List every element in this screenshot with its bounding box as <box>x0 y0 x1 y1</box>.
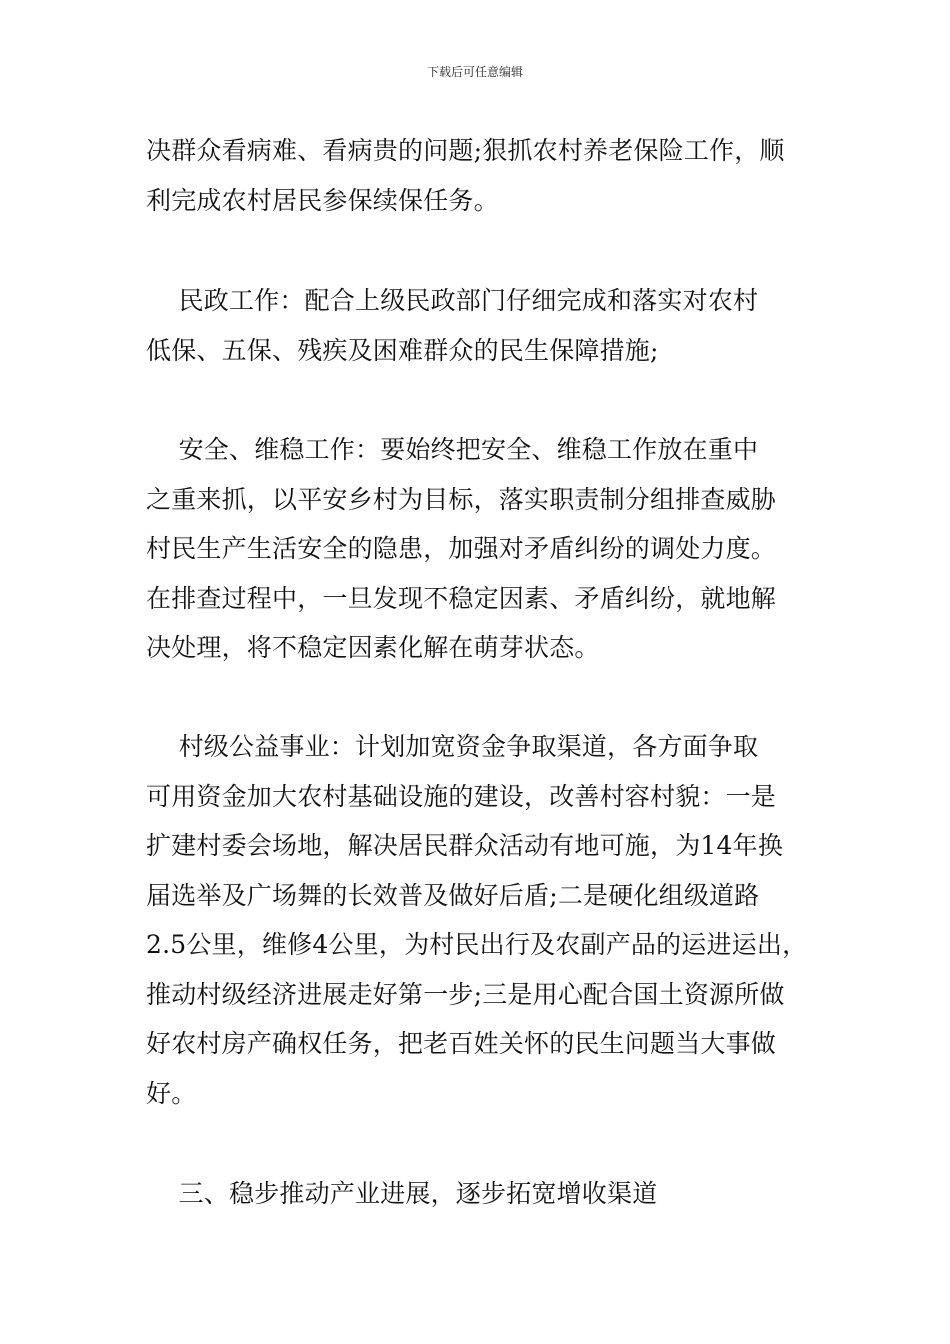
paragraph-line: 可用资金加大农村基础设施的建设，改善村容村貌：一是 <box>146 781 777 811</box>
paragraph-line: 利完成农村居民参保续保任务。 <box>146 185 499 215</box>
paragraph-line: 扩建村委会场地，解决居民群众活动有地可施，为14年换 <box>146 831 784 860</box>
paragraph-civil-affairs <box>146 276 810 375</box>
paragraph-line: 之重来抓，以平安乡村为目标，落实职责制分组排查威胁 <box>146 484 777 514</box>
paragraph-village-welfare <box>146 722 810 1118</box>
paragraph-line: 决群众看病难、看病贵的问题;狠抓农村养老保险工作，顺 <box>146 136 785 165</box>
paragraph-line: 好农村房产确权任务，把老百姓关怀的民生问题当大事做 <box>146 1029 777 1058</box>
paragraph-line: 安全、维稳工作：要始终把安全、维稳工作放在重中 <box>146 435 759 464</box>
paragraph-safety-stability <box>146 425 810 673</box>
paragraph-line: 在排查过程中，一旦发现不稳定因素、矛盾纠纷，就地解 <box>146 583 777 613</box>
paragraph-line: 2.5公里，维修4公里，为村民出行及农副产品的运进运出， <box>146 930 808 959</box>
paragraph-line: 民政工作：配合上级民政部门仔细完成和落实对农村 <box>146 286 759 315</box>
section-heading-industry <box>146 1169 810 1219</box>
paragraph-medical-pension <box>146 126 810 225</box>
paragraph-line: 推动村级经济进展走好第一步;三是用心配合国土资源所做 <box>146 979 785 1009</box>
paragraph-line: 村级公益事业：计划加宽资金争取渠道，各方面争取 <box>146 732 759 761</box>
page-header: 下载后可任意编辑 <box>426 65 523 79</box>
paragraph-line: 村民生产生活安全的隐患，加强对矛盾纠纷的调处力度。 <box>146 534 777 563</box>
paragraph-line: 好。 <box>146 1078 197 1108</box>
heading-line: 三、稳步推动产业进展，逐步拓宽增收渠道 <box>146 1179 658 1208</box>
paragraph-line: 决处理，将不稳定因素化解在萌芽状态。 <box>146 633 600 662</box>
paragraph-line: 低保、五保、残疾及困难群众的民生保障措施; <box>146 335 659 365</box>
paragraph-line: 届选举及广场舞的长效普及做好后盾;二是硬化组级道路 <box>146 880 760 910</box>
